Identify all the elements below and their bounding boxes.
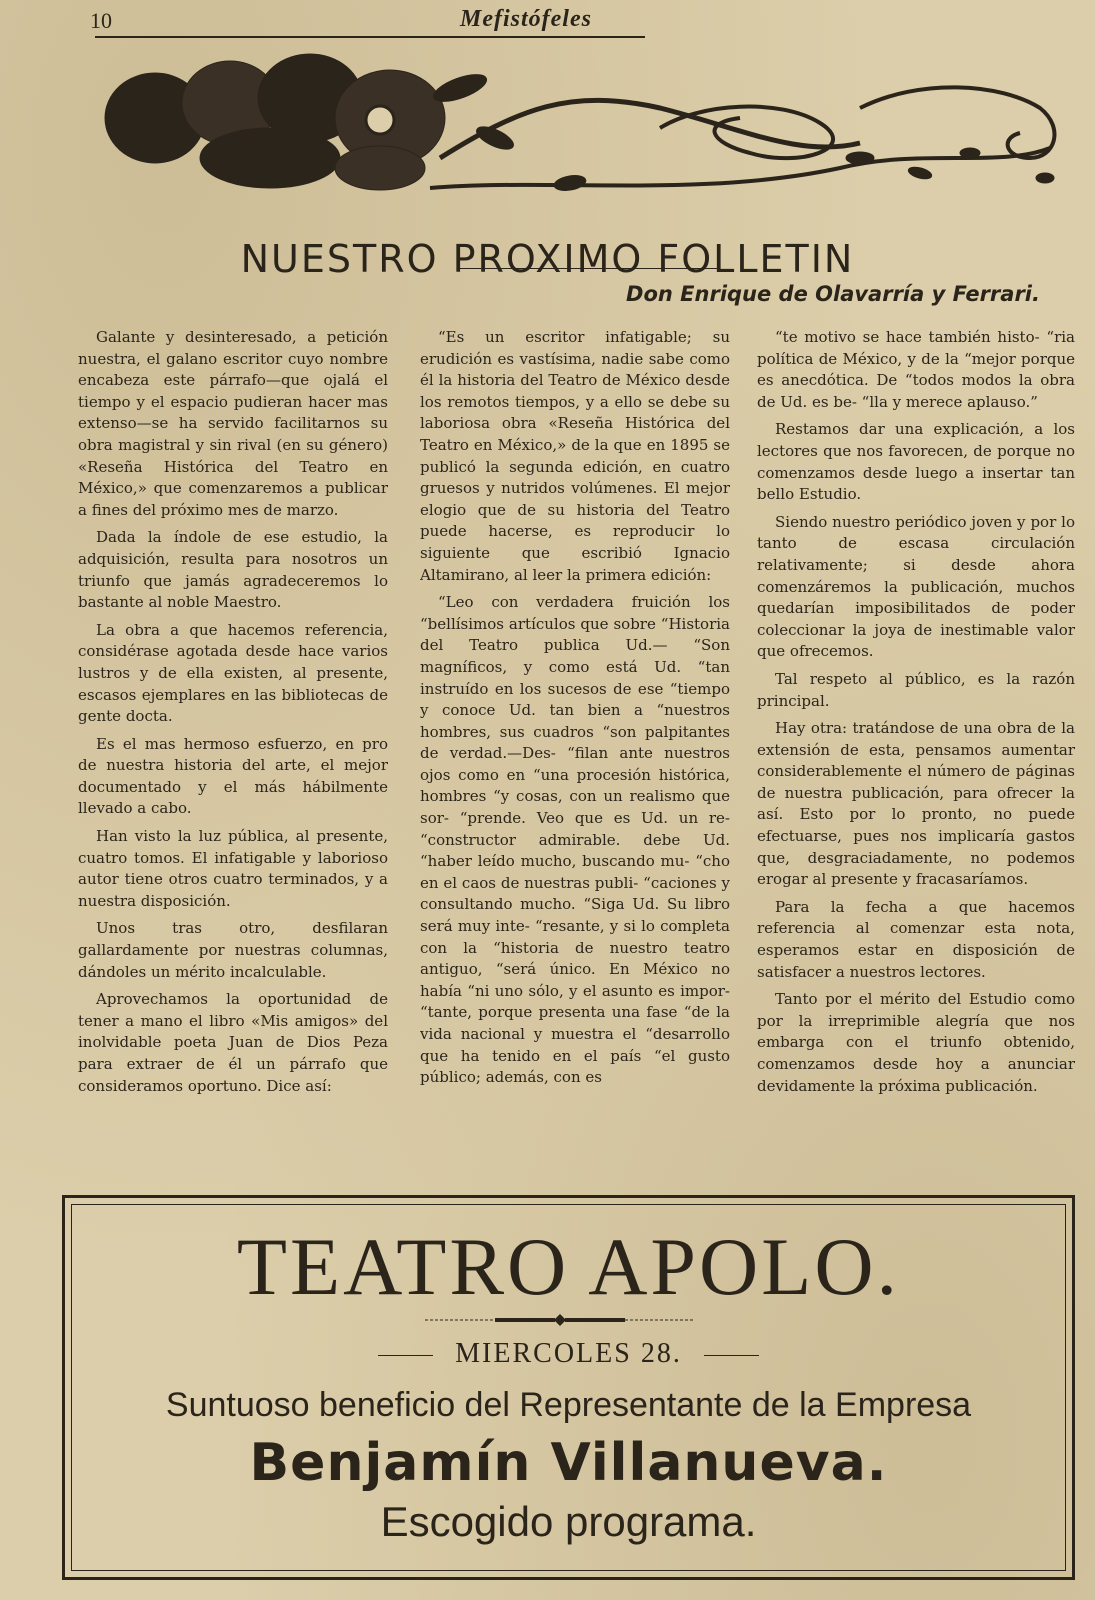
header-rule	[95, 36, 645, 38]
page-number: 10	[90, 8, 112, 33]
date-text: MIERCOLES 28.	[455, 1338, 682, 1369]
article-title: NUESTRO PROXIMO FOLLETIN	[240, 237, 855, 282]
dash-rule	[704, 1355, 759, 1356]
paragraph: La obra a que hacemos referencia, considérase agotada desde hace varios lustros y de ella existen, al presente, escasos ejemplares en las bibliotecas de gente docta.	[78, 620, 388, 726]
advertisement-date	[65, 1338, 1072, 1370]
paragraph: “Es un escritor infatigable; su erudición es vastísima, nadie sabe como él la historia del Teatro de México desde los remotos tiempos, y a ello se debe su laboriosa obra «Reseña Histórica del Teatro en México,» de la que en 1895 se publicó la segunda edición, en cuatro gruesos y nutridos volúmenes. El mejor elogio que de su historia del Teatro puede hacerse, es reproducir lo siguiente que escribió Ignacio Altamirano, al leer la primera edición:	[420, 328, 730, 584]
article-column-2	[420, 327, 730, 1187]
paragraph: Galante y desinteresado, a petición nuestra, el galano escritor cuyo nombre encabeza este párrafo—que ojalá el tiempo y el espacio pudieran hacer mas extenso—se ha servido facilitarnos su obra magistral y sin rival (en su género) «Reseña Histórica del Teatro en México,» que comenzaremos a publicar a fines del próximo mes de marzo.	[78, 328, 388, 519]
paragraph: Aprovechamos la oportunidad de tener a mano el libro «Mis amigos» del inolvidable poeta Juan de Dios Peza para extraer de él un párrafo que consideramos oportuno. Dice así:	[78, 990, 388, 1095]
article-column-3	[757, 327, 1075, 1187]
theatre-advertisement	[62, 1195, 1075, 1580]
paragraph: Para la fecha a que hacemos referencia al comenzar esta nota, esperamos estar en disposición de satisfacer a nuestros lectores.	[757, 897, 1075, 981]
paragraph: “te motivo se hace también histo- “ria política de México, y de la “mejor porque es anecdótica. De “todos modos la obra de Ud. es be- “lla y merece aplauso.”	[757, 328, 1075, 411]
article-byline: Don Enrique de Olavarría y Ferrari.	[626, 282, 1040, 306]
paragraph: Unos tras otro, desfilaran gallardamente por nuestras columnas, dándoles un mérito incalculable.	[78, 919, 388, 981]
title-rule	[460, 268, 720, 269]
article-column-1	[78, 327, 388, 1187]
paragraph: Tal respeto al público, es la razón principal.	[757, 669, 1075, 710]
paragraph: Han visto la luz pública, al presente, cuatro tomos. El infatigable y laborioso autor tiene otros cuatro terminados, y a nuestra disposición.	[78, 827, 388, 910]
masthead: Mefistófeles	[460, 6, 592, 32]
paragraph: Tanto por el mérito del Estudio como por la irreprimible alegría que nos embarga con el triunfo obtenido, comenzamos desde hoy a anunciar devidamente la próxima publicación.	[757, 990, 1075, 1095]
dash-rule	[378, 1355, 433, 1356]
paragraph: Dada la índole de ese estudio, la adquisición, resulta para nosotros un triunfo que jamás agradeceremos lo bastante al noble Maestro.	[78, 528, 388, 612]
page-header	[0, 0, 1095, 40]
advertisement-program: Escogido programa.	[380, 1498, 757, 1545]
advertisement-title: TEATRO APOLO.	[236, 1221, 901, 1312]
paragraph: Siendo nuestro periódico joven y por lo tanto de escasa circulación relativamente; si desde ahora comenzáremos la publicación, muchos quedarían imposibilitados de poder coleccionar la joya de inestimable valor que ofrecemos.	[757, 512, 1075, 661]
beneficiary-name: Benjamín Villanueva.	[249, 1433, 888, 1493]
paragraph: Restamos dar una explicación, a los lectores que nos favorecen, de porque no comenzamos desde luego a insertar tan bello Estudio.	[757, 420, 1075, 504]
paragraph: Es el mas hermoso esfuerzo, en pro de nuestra historia del arte, el mejor documentado y el más hábilmente llevado a cabo.	[78, 734, 388, 818]
paragraph: Hay otra: tratándose de una obra de la extensión de esta, pensamos aumentar considerablemente el número de páginas de nuestra publicación, para ofrecer la así. Esto por lo pronto, no puede efectuarse, pues nos implicaría gastos que, desgraciadamente, no podemos erogar al presente y fracasaríamos.	[757, 719, 1075, 889]
paragraph: “Leo con verdadera fruición los “bellísimos artículos que sobre “Historia del Teatro publica Ud.— “Son magníficos, y como está Ud. “tan instruído en los sucesos de ese “tiempo y conoce Ud. tan bien a “nuestros hombres, sus cuadros “son palpitantes de verdad.—Des- “filan ante nuestros ojos como en “una procesión histórica, hombres “y cosas, con un realismo que sor- “prende. Veo que es Ud. un re- “constructor admirable. debe Ud. “haber leído mucho, buscando mu- “cho en el caos de nuestras publi- “caciones y consultando mucho. “Siga Ud. Su libro será muy inte- “resante, y si lo completa con la “historia de nuestro teatro antiguo, “será único. En México no había “ni uno sólo, y el asunto es impor- “tante, porque presenta una fase “de la vida nacional y muestra el “desarrollo que ha tenido en el país “el gusto público; además, con es	[420, 593, 730, 1087]
advertisement-subtitle: Suntuoso beneficio del Representante de la Empresa	[165, 1386, 972, 1424]
ornamental-divider	[425, 1313, 695, 1327]
floral-ornament-illustration	[100, 48, 1070, 198]
